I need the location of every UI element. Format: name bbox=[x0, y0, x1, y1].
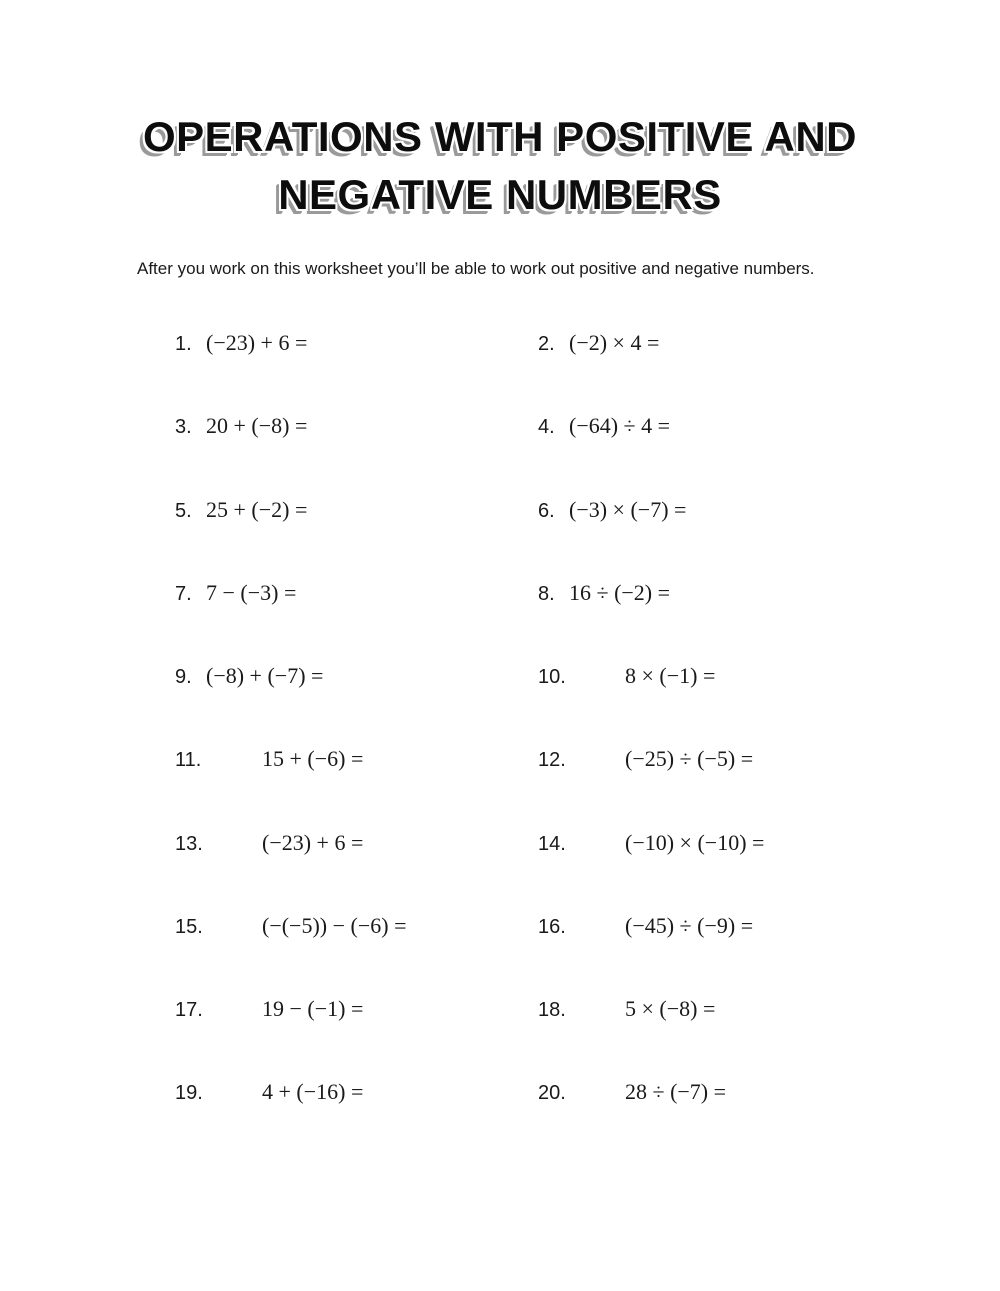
problem-16-number: 16. bbox=[538, 915, 566, 938]
problem-5-number: 5. bbox=[175, 499, 192, 522]
problem-7-expression: 7 − (−3) = bbox=[206, 579, 297, 605]
problem-5-expression: 25 + (−2) = bbox=[206, 496, 308, 522]
problem-13-expression: (−23) + 6 = bbox=[262, 829, 364, 855]
problem-1-number: 1. bbox=[175, 333, 192, 355]
worksheet-instructions: After you work on this worksheet you’ll be able to work out positive and negative numbers. bbox=[137, 259, 815, 278]
problem-4 bbox=[538, 412, 1000, 495]
problem-15 bbox=[175, 912, 538, 995]
problem-12 bbox=[538, 745, 1000, 828]
problem-18-expression: 5 × (−8) = bbox=[625, 996, 716, 1021]
problem-7 bbox=[175, 579, 538, 662]
problem-8-expression: 16 ÷ (−2) = bbox=[569, 579, 671, 605]
problem-20-expression: 28 ÷ (−7) = bbox=[625, 1079, 727, 1105]
problem-8 bbox=[538, 579, 1000, 662]
problem-2-expression: (−2) × 4 = bbox=[569, 330, 660, 355]
problem-7-number: 7. bbox=[175, 582, 192, 605]
problem-10-number: 10. bbox=[538, 666, 566, 688]
problem-13 bbox=[175, 829, 538, 912]
problem-10 bbox=[538, 662, 1000, 745]
problem-20 bbox=[538, 1078, 1000, 1161]
worksheet-title-line2: NEGATIVE NUMBERS bbox=[278, 171, 722, 218]
problem-6-number: 6. bbox=[538, 499, 555, 522]
problem-1-expression: (−23) + 6 = bbox=[206, 330, 308, 355]
problem-17 bbox=[175, 995, 538, 1078]
problem-11 bbox=[175, 745, 538, 828]
problem-3 bbox=[175, 412, 538, 495]
problem-3-expression: 20 + (−8) = bbox=[206, 413, 308, 439]
problem-5 bbox=[175, 496, 538, 579]
problem-14-number: 14. bbox=[538, 832, 566, 855]
worksheet-title bbox=[0, 108, 1000, 224]
problem-3-number: 3. bbox=[175, 416, 192, 439]
problem-2 bbox=[538, 329, 1000, 412]
problem-12-number: 12. bbox=[538, 749, 566, 772]
problem-2-number: 2. bbox=[538, 333, 555, 355]
problem-1 bbox=[175, 329, 538, 412]
problem-10-expression: 8 × (−1) = bbox=[625, 663, 716, 688]
problem-17-expression: 19 − (−1) = bbox=[262, 996, 364, 1021]
problem-17-number: 17. bbox=[175, 999, 203, 1021]
problem-18-number: 18. bbox=[538, 999, 566, 1021]
problem-9-number: 9. bbox=[175, 666, 192, 688]
problem-19-expression: 4 + (−16) = bbox=[262, 1079, 364, 1105]
problem-19-number: 19. bbox=[175, 1082, 203, 1105]
problem-13-number: 13. bbox=[175, 832, 203, 855]
problem-15-expression: (−(−5)) − (−6) = bbox=[262, 912, 407, 938]
problem-9 bbox=[175, 662, 538, 745]
problem-6-expression: (−3) × (−7) = bbox=[569, 496, 687, 522]
problem-15-number: 15. bbox=[175, 915, 203, 938]
problem-9-expression: (−8) + (−7) = bbox=[206, 663, 324, 688]
problem-8-number: 8. bbox=[538, 582, 555, 605]
problem-grid bbox=[0, 329, 1000, 1162]
problem-4-expression: (−64) ÷ 4 = bbox=[569, 413, 671, 439]
problem-18 bbox=[538, 995, 1000, 1078]
problem-4-number: 4. bbox=[538, 416, 555, 439]
problem-19 bbox=[175, 1078, 538, 1161]
problem-11-expression: 15 + (−6) = bbox=[262, 746, 364, 772]
problem-12-expression: (−25) ÷ (−5) = bbox=[625, 746, 754, 772]
problem-14 bbox=[538, 829, 1000, 912]
problem-6 bbox=[538, 496, 1000, 579]
problem-16 bbox=[538, 912, 1000, 995]
problem-14-expression: (−10) × (−10) = bbox=[625, 829, 765, 855]
problem-16-expression: (−45) ÷ (−9) = bbox=[625, 912, 754, 938]
problem-11-number: 11. bbox=[175, 749, 202, 772]
worksheet-title-line1: OPERATIONS WITH POSITIVE AND bbox=[142, 113, 858, 160]
problem-20-number: 20. bbox=[538, 1082, 566, 1105]
